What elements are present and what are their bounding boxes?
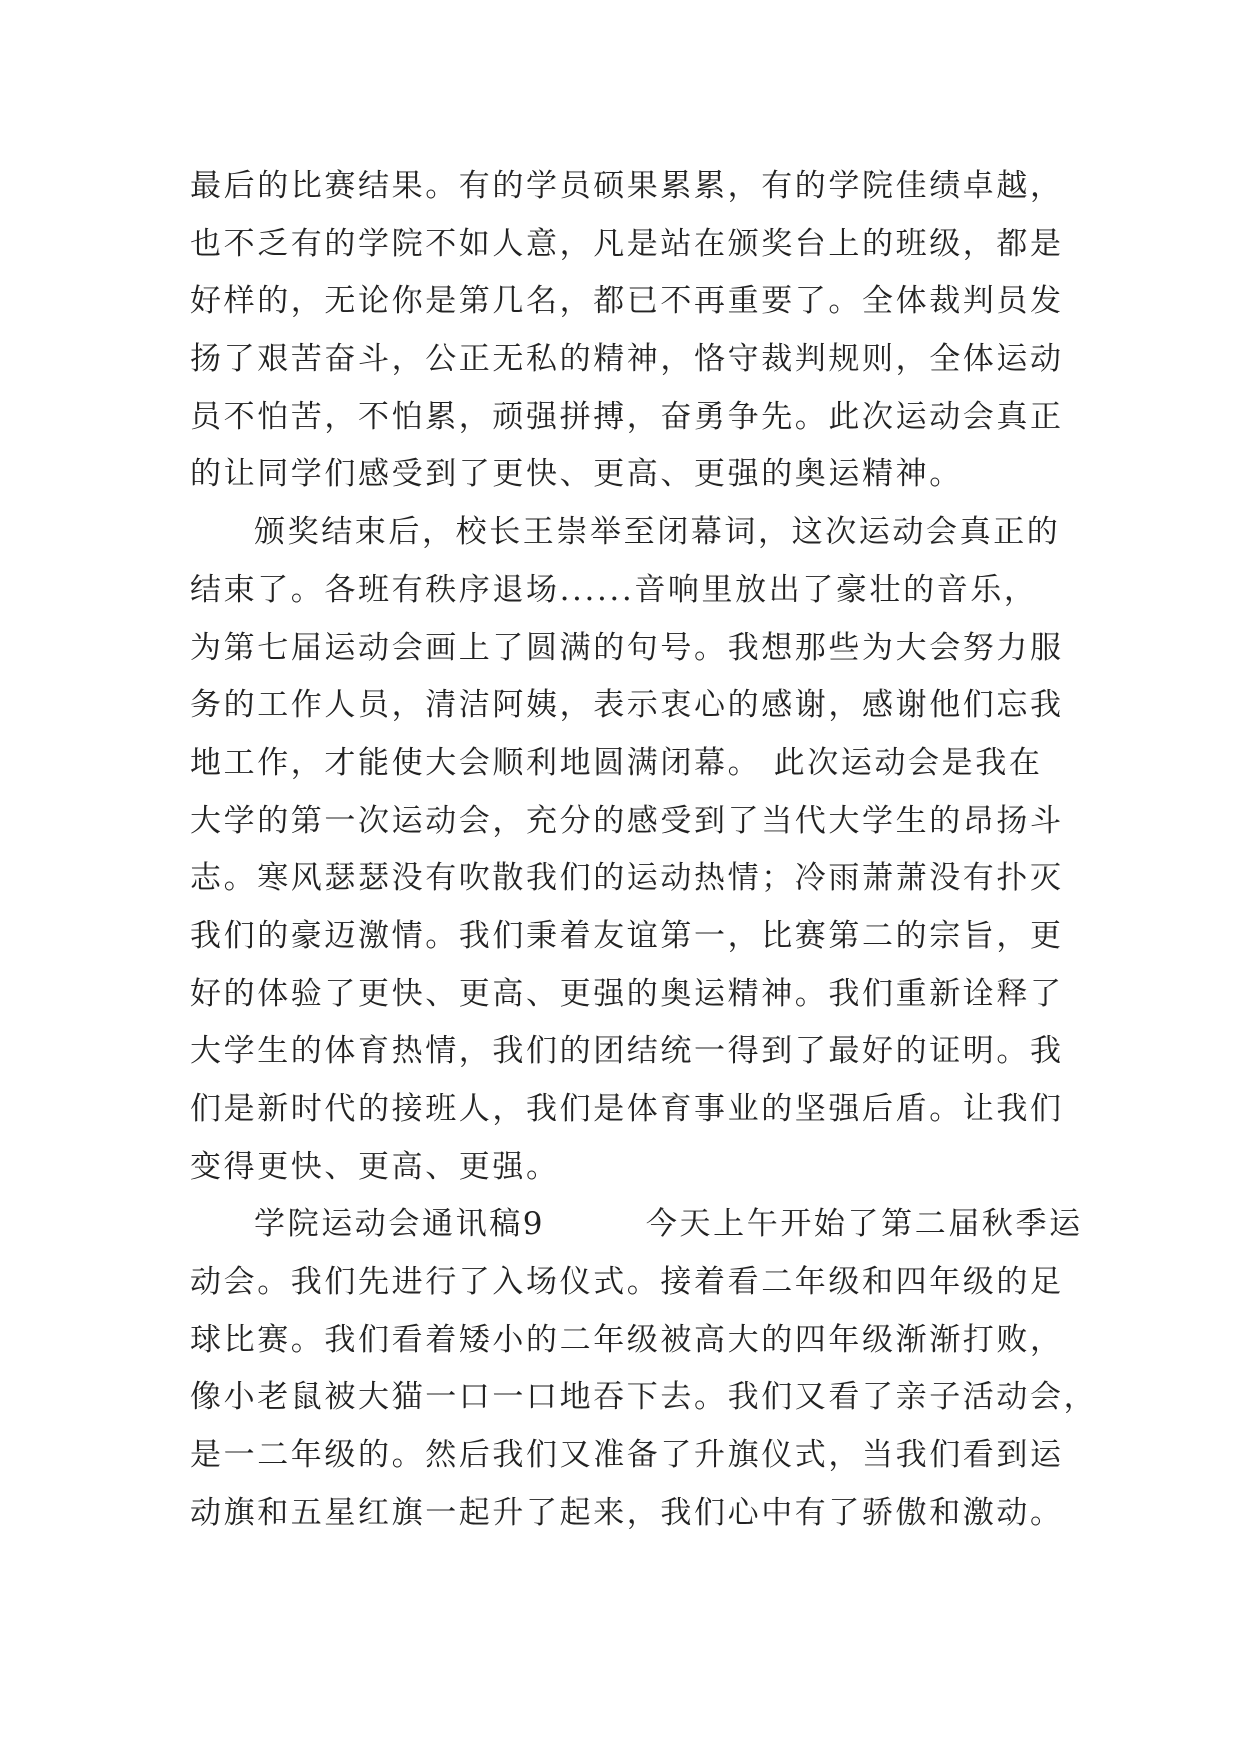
text-line: 为第七届运动会画上了圆满的句号。我想那些为大会努力服 [190, 629, 1064, 666]
text-line: 球比赛。我们看着矮小的二年级被高大的四年级渐渐打败， [190, 1321, 1064, 1358]
text-line: 地工作，才能使大会顺利地圆满闭幕。 此次运动会是我在 [190, 744, 1043, 781]
text-line: 颁奖结束后，校长王崇举至闭幕词，这次运动会真正的 [254, 514, 1061, 551]
text-line: 大学生的体育热情，我们的团结统一得到了最好的证明。我 [190, 1033, 1064, 1070]
text-line: 学院运动会通讯稿9 今天上午开始了第二届秋季运 [254, 1206, 1083, 1243]
text-line: 是一二年级的。然后我们又准备了升旗仪式，当我们看到运 [190, 1437, 1064, 1474]
body-text [190, 158, 1098, 1543]
text-line: 动会。我们先进行了入场仪式。接着看二年级和四年级的足 [190, 1264, 1064, 1301]
text-line: 志。寒风瑟瑟没有吹散我们的运动热情；冷雨萧萧没有扑灭 [190, 860, 1064, 897]
text-line: 好样的，无论你是第几名，都已不再重要了。全体裁判员发 [190, 283, 1064, 320]
text-line: 动旗和五星红旗一起升了起来，我们心中有了骄傲和激动。 [190, 1494, 1064, 1531]
text-line: 像小老鼠被大猫一口一口地吞下去。我们又看了亲子活动会， [190, 1379, 1098, 1416]
text-line: 们是新时代的接班人，我们是体育事业的坚强后盾。让我们 [190, 1091, 1064, 1127]
text-line: 也不乏有的学院不如人意，凡是站在颁奖台上的班级，都是 [190, 225, 1064, 262]
text-line: 变得更快、更高、更强。 [190, 1148, 560, 1185]
text-line: 好的体验了更快、更高、更强的奥运精神。我们重新诠释了 [190, 975, 1064, 1012]
text-line: 员不怕苦，不怕累，顽强拼搏，奋勇争先。此次运动会真正 [190, 398, 1064, 435]
text-line: 务的工作人员，清洁阿姨，表示衷心的感谢，感谢他们忘我 [190, 687, 1064, 724]
text-line: 大学的第一次运动会，充分的感受到了当代大学生的昂扬斗 [190, 802, 1064, 839]
text-line: 最后的比赛结果。有的学员硕果累累，有的学院佳绩卓越， [190, 168, 1064, 204]
text-line: 的让同学们感受到了更快、更高、更强的奥运精神。 [190, 456, 963, 493]
text-line: 结束了。各班有秩序退场......音响里放出了豪壮的音乐， [190, 571, 1038, 608]
text-line: 扬了艰苦奋斗，公正无私的精神，恪守裁判规则，全体运动 [190, 341, 1064, 378]
text-line: 我们的豪迈激情。我们秉着友谊第一，比赛第二的宗旨，更 [190, 917, 1064, 954]
